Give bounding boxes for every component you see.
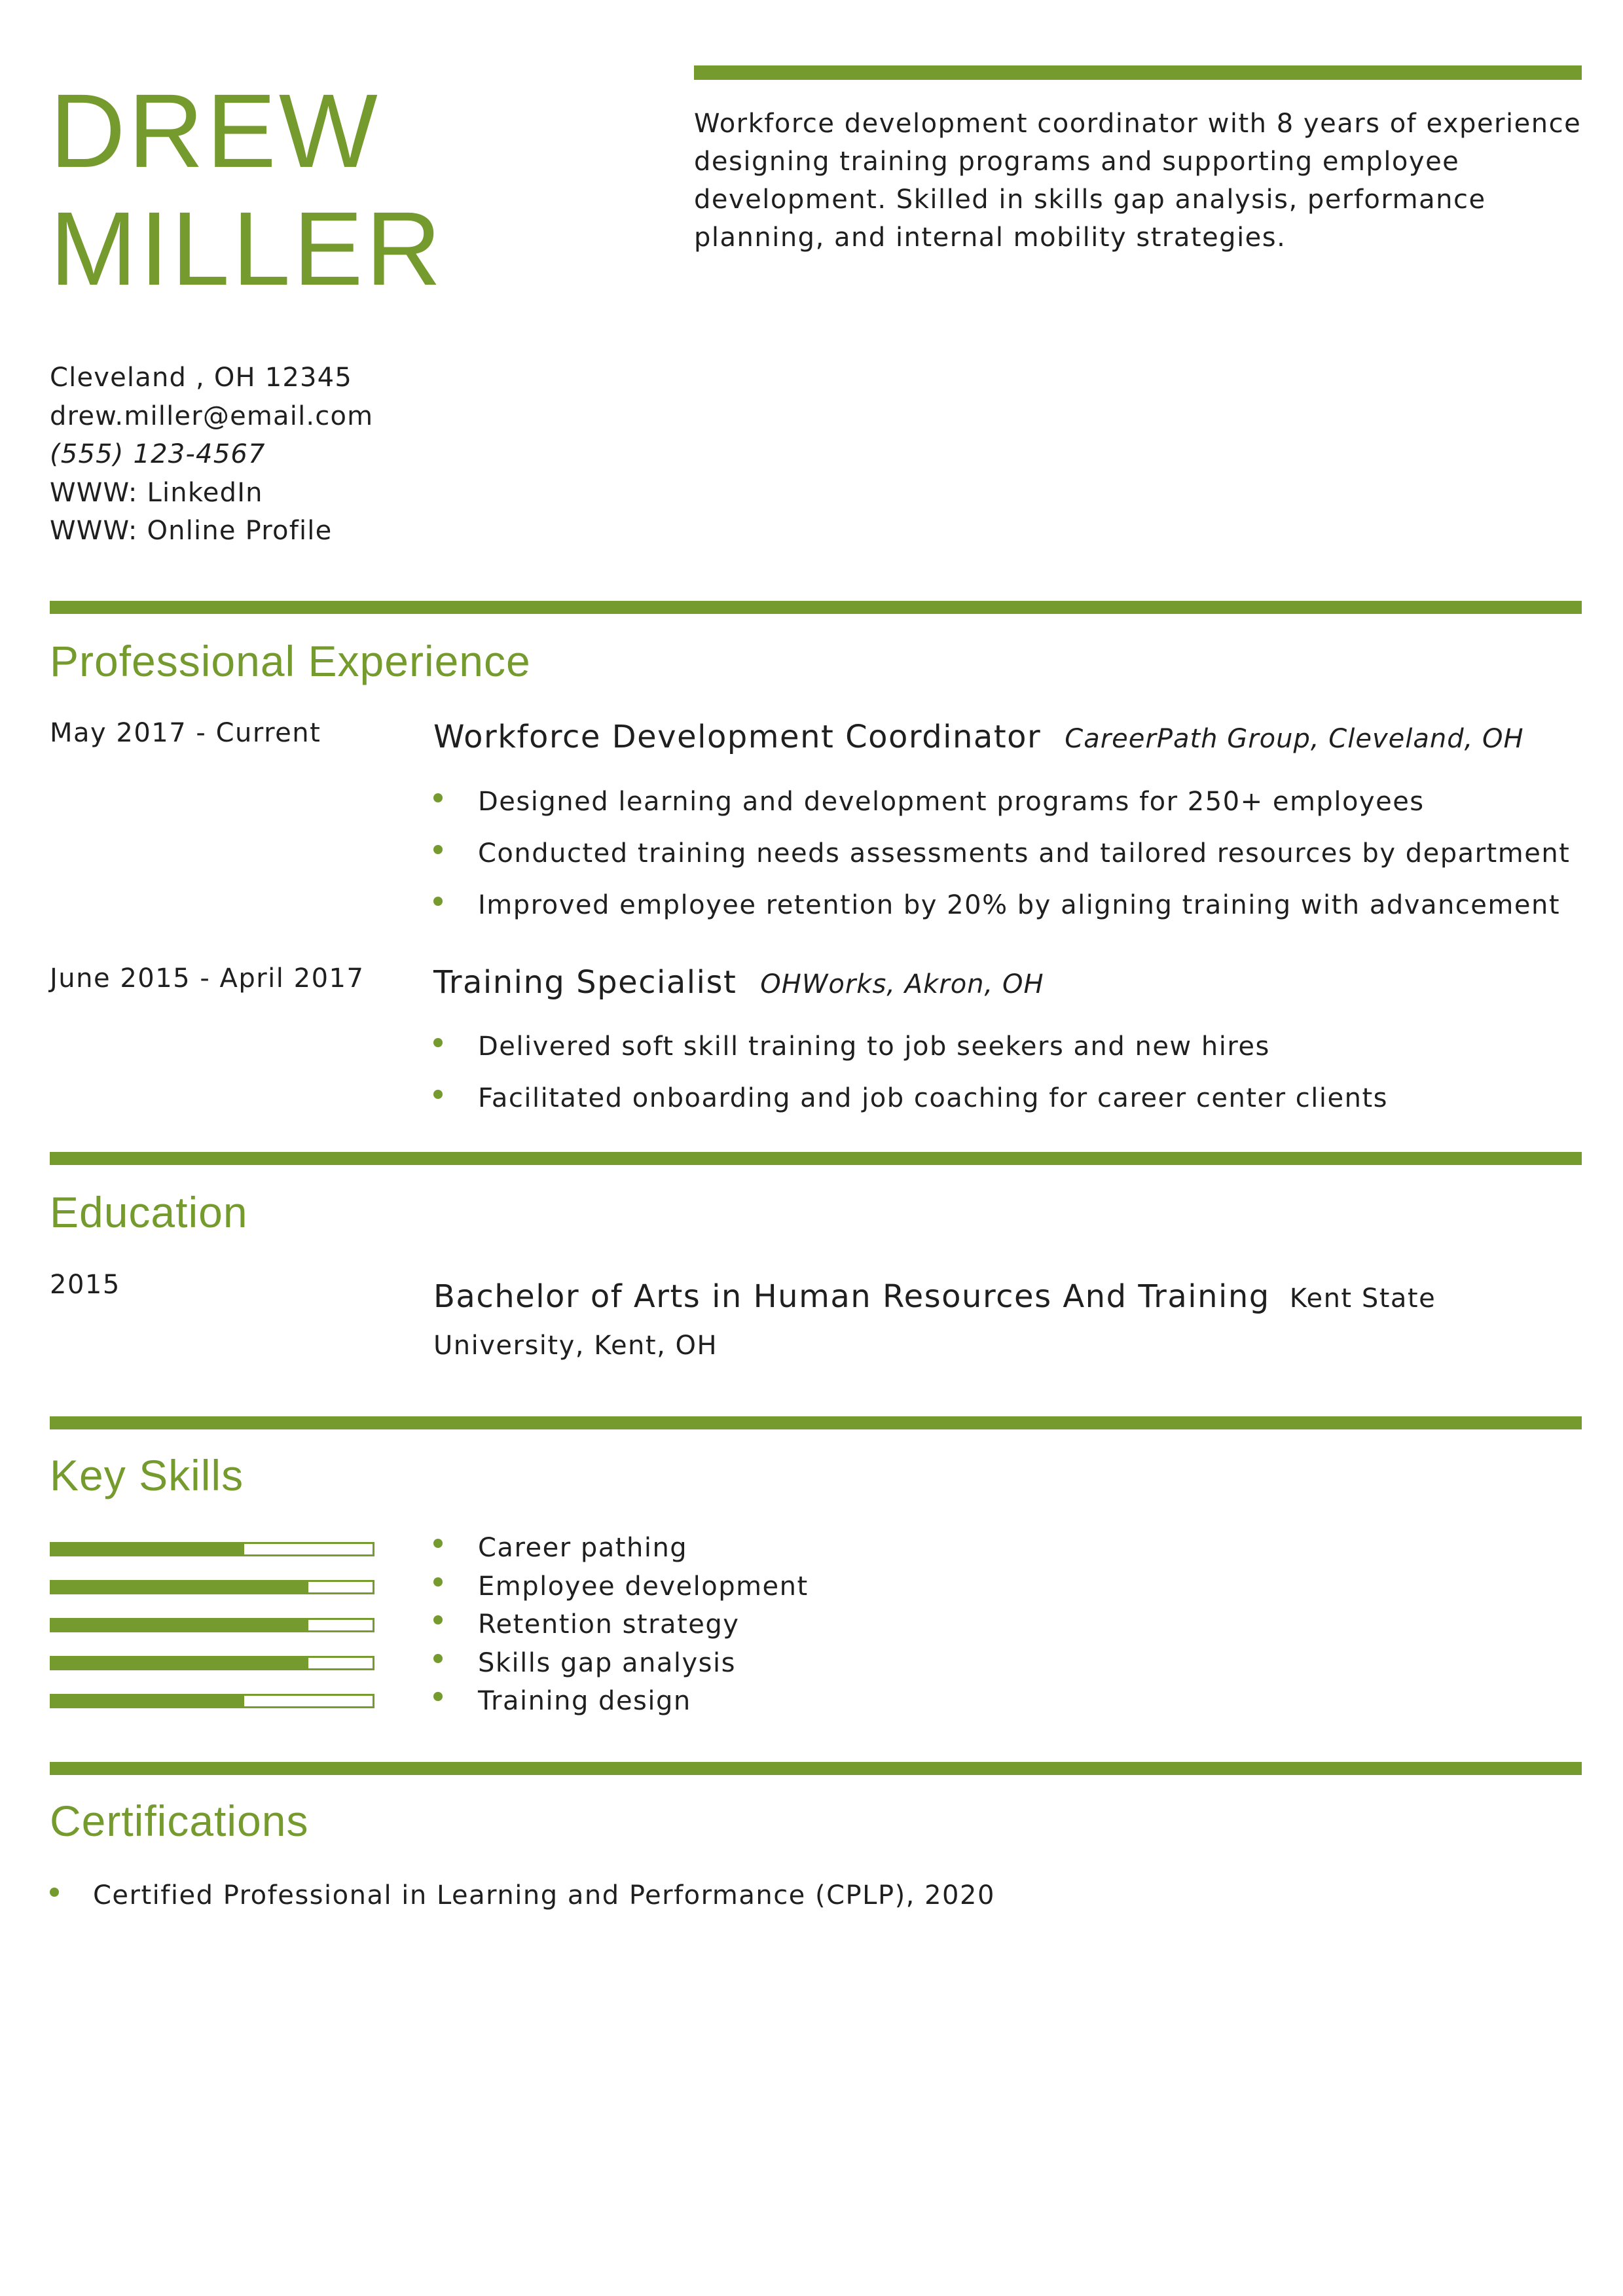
skills-heading: Key Skills [50, 1451, 244, 1499]
education-year: 2015 [50, 1270, 120, 1300]
skill-level-bar [50, 1694, 374, 1708]
certifications-list [50, 1876, 995, 1915]
skill-item: Retention strategy [433, 1605, 809, 1644]
certification-item: Certified Professional in Learning and Performance (CPLP), 2020 [50, 1876, 995, 1915]
job-dates: June 2015 - April 2017 [50, 963, 365, 994]
contact-linkedin[interactable]: WWW: LinkedIn [50, 477, 263, 508]
skill-level-bar [50, 1542, 374, 1556]
section-divider [50, 601, 1582, 614]
job-bullet: Facilitated onboarding and job coaching for career center clients [433, 1073, 1388, 1124]
skill-level-fill [52, 1544, 244, 1554]
job-company: OHWorks, Akron, OH [760, 969, 1044, 999]
contact-online-profile[interactable]: WWW: Online Profile [50, 516, 333, 546]
job-bullet: Improved employee retention by 20% by aligning training with advancement [433, 880, 1570, 931]
section-divider [50, 1416, 1582, 1429]
job-bullet: Delivered soft skill training to job seekers and new hires [433, 1021, 1388, 1073]
skill-level-fill [52, 1620, 308, 1630]
job-bullets [433, 1021, 1388, 1124]
skill-item: Employee development [433, 1568, 809, 1606]
section-divider [50, 1762, 1582, 1775]
skill-bars [50, 1542, 374, 1732]
first-name: DREW [50, 72, 380, 189]
header-divider [694, 65, 1582, 80]
contact-location: Cleveland , OH 12345 [50, 363, 352, 393]
skill-level-fill [52, 1696, 244, 1706]
degree-name: Bachelor of Arts in Human Resources And Training [433, 1278, 1270, 1315]
education-heading: Education [50, 1188, 248, 1236]
candidate-name [50, 72, 444, 308]
job-bullet: Designed learning and development programs for 250+ employees [433, 776, 1570, 828]
last-name: MILLER [50, 190, 444, 307]
certifications-heading: Certifications [50, 1797, 309, 1845]
contact-info [50, 359, 373, 550]
contact-phone[interactable]: (555) 123-4567 [50, 439, 266, 469]
job-dates: May 2017 - Current [50, 718, 321, 748]
school-name: Kent State University, Kent, OH [433, 1283, 1436, 1361]
skill-level-fill [52, 1582, 308, 1592]
job-header [433, 719, 1524, 755]
contact-email[interactable]: drew.miller@email.com [50, 401, 374, 431]
section-divider [50, 1152, 1582, 1165]
job-bullets [433, 776, 1570, 931]
job-header [433, 964, 1044, 1001]
job-title: Training Specialist [433, 964, 737, 1001]
skill-level-bar [50, 1656, 374, 1670]
job-bullet: Conducted training needs assessments and tailored resources by department [433, 828, 1570, 880]
experience-heading: Professional Experience [50, 637, 531, 685]
job-company: CareerPath Group, Cleveland, OH [1065, 724, 1524, 754]
skill-item: Skills gap analysis [433, 1644, 809, 1683]
job-title: Workforce Development Coordinator [433, 719, 1042, 755]
professional-summary: Workforce development coordinator with 8 years of experience designing training programs and supporting employee development. Skilled in skills gap analysis, performance planning, and internal mobility strategies. [694, 109, 1582, 253]
skill-level-bar [50, 1618, 374, 1632]
skill-level-bar [50, 1580, 374, 1594]
skills-list [433, 1529, 809, 1721]
education-entry [433, 1273, 1494, 1369]
skill-item: Training design [433, 1682, 809, 1721]
skill-level-fill [52, 1658, 308, 1668]
skill-item: Career pathing [433, 1529, 809, 1568]
